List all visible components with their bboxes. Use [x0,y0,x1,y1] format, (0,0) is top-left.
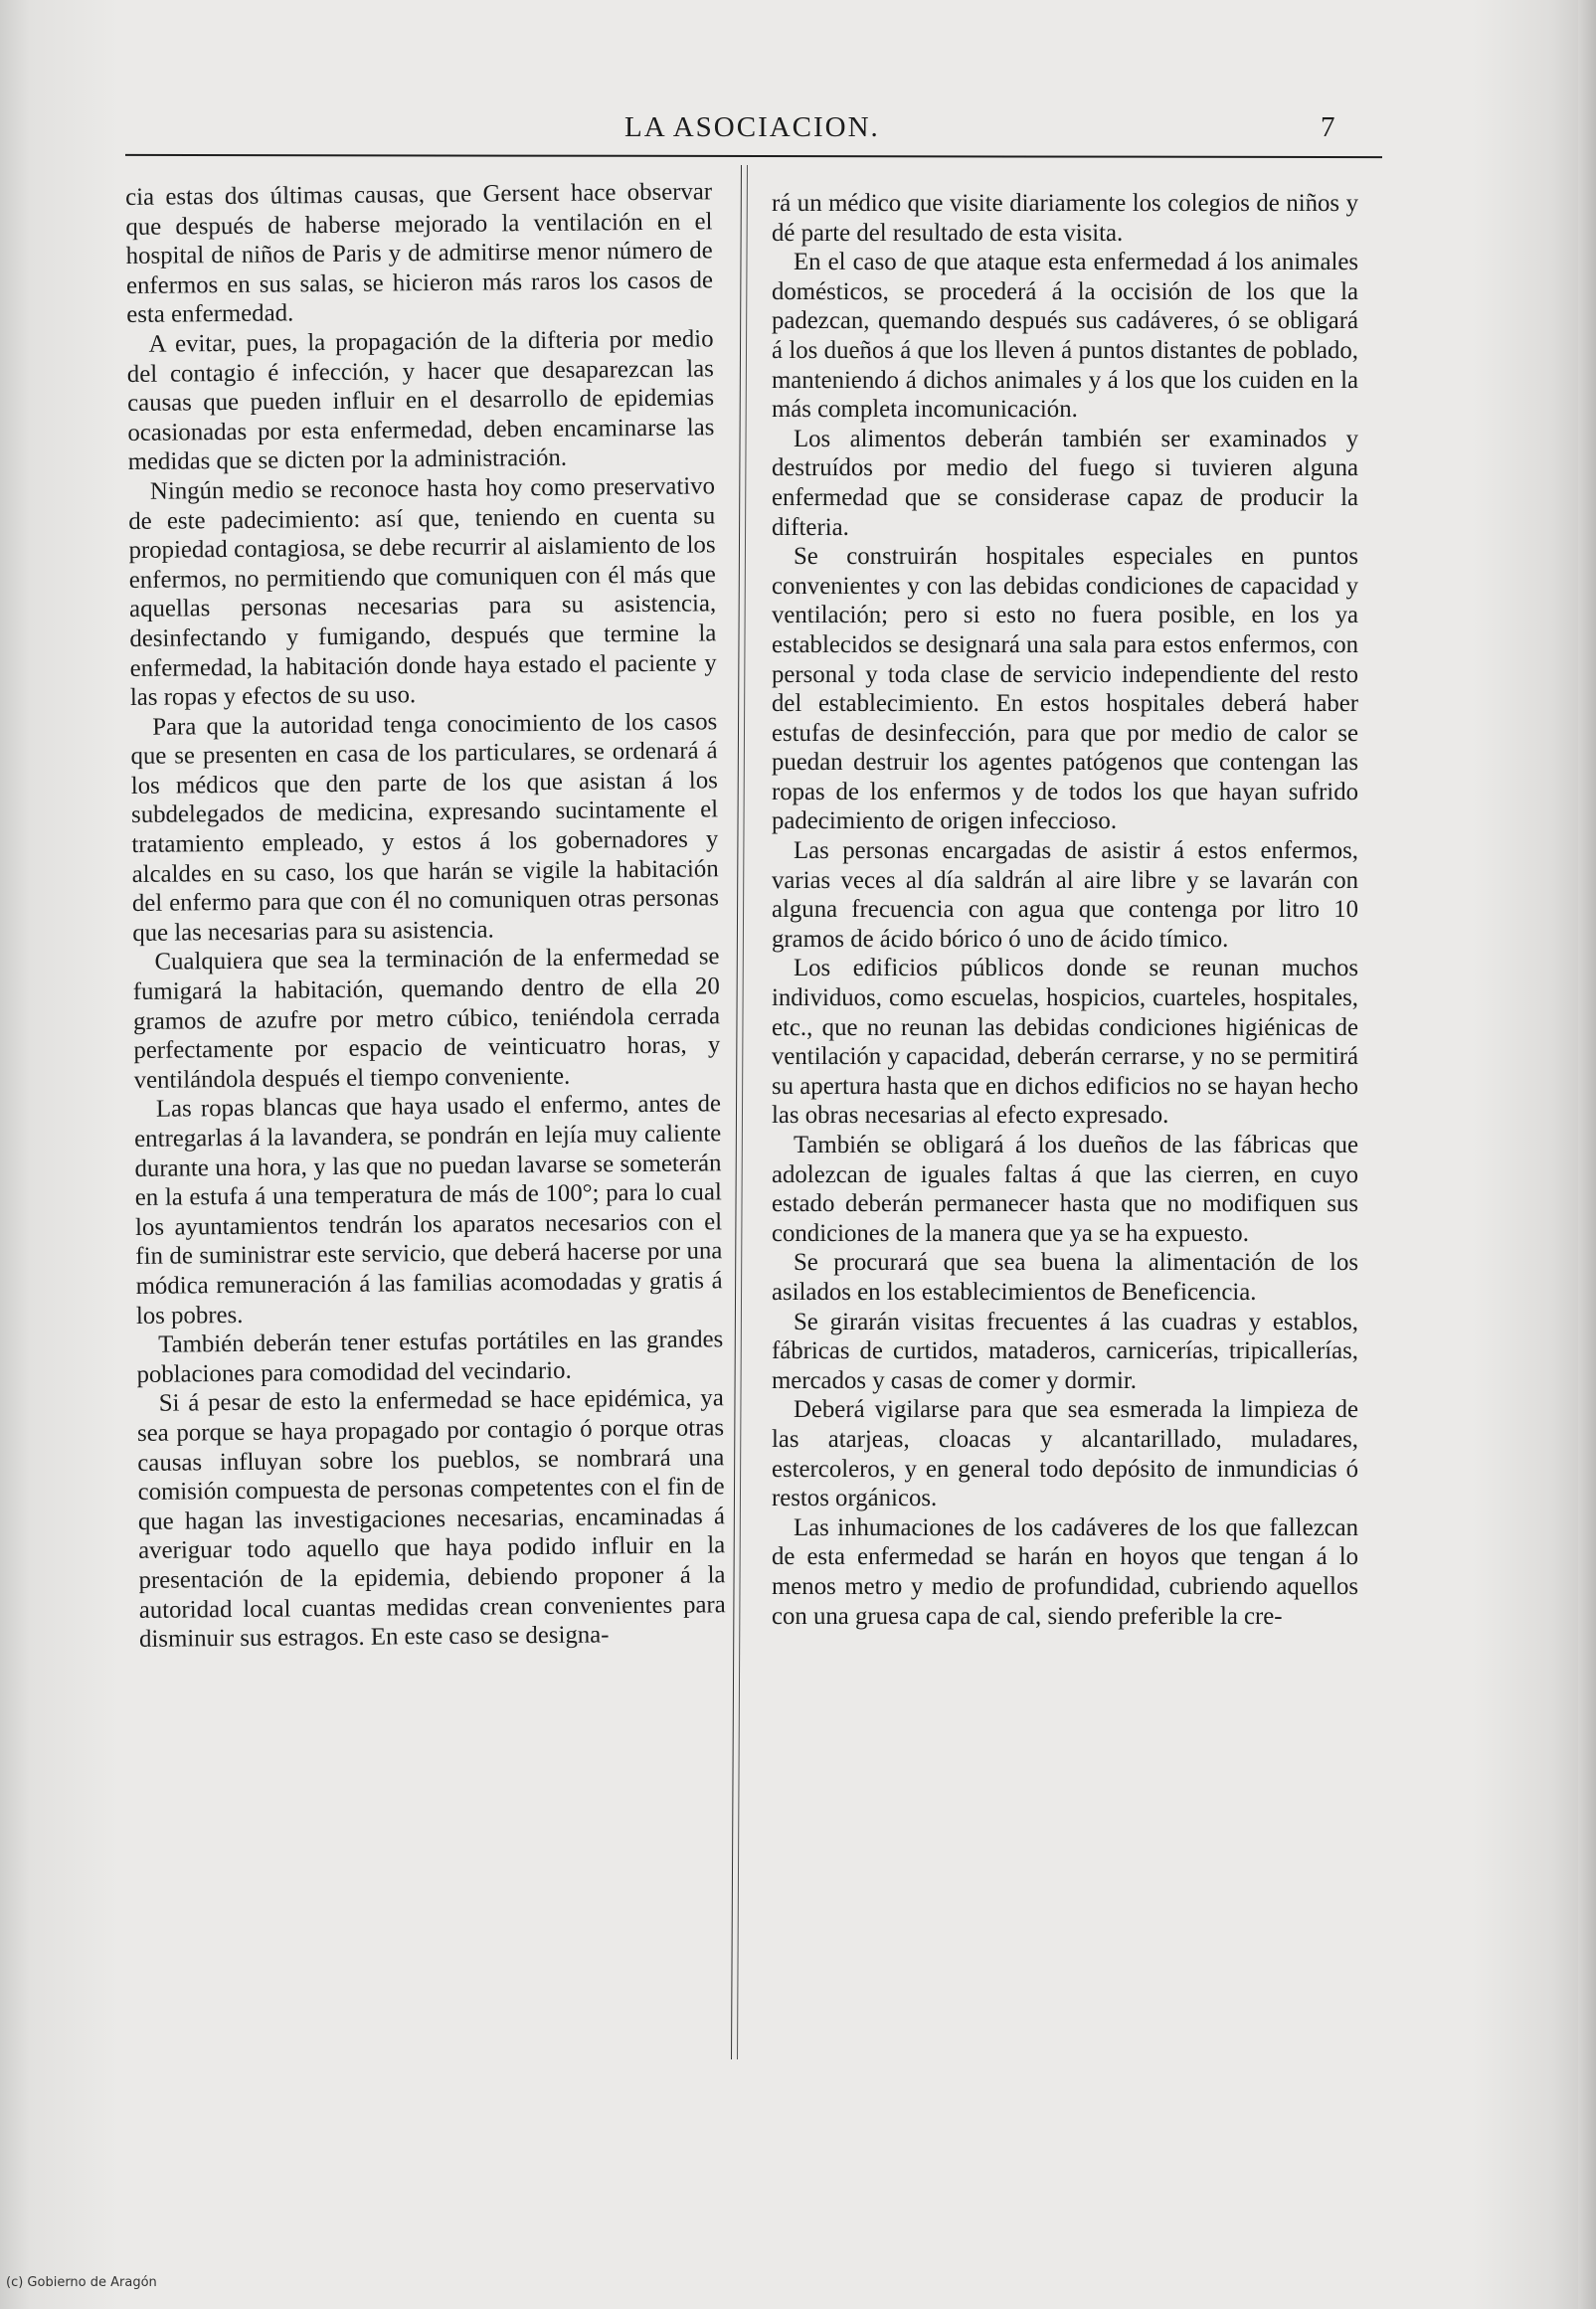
header-rule [125,154,1382,158]
right-column [772,189,1358,2058]
paragraph: Si á pesar de esto la enfermedad se hace epidémica, ya sea porque se haya propagado por contagio ó porque otras causas influyan sobre los pueblos, se nombrará una comisión compuesta de personas competentes con el fin de que hagan las investigaciones necesarias, encaminadas á averiguar todo aquello que haya podido influir en la presentación de la epidemia, debiendo proponer á la autoridad local cuantas medidas crean convenientes para disminuir sus estragos. En este caso se designa- [136,1384,726,1654]
paragraph: Deberá vigilarse para que sea esmerada la limpieza de las atarjeas, cloacas y alcantarillado, muladares, estercoleros, y en general todo depósito de inmundicias ó restos orgánicos. [772,1396,1358,1512]
page-number: 7 [1321,111,1335,143]
paragraph: rá un médico que visite diariamente los colegios de niños y dé parte del resultado de esta visita. [772,190,1358,247]
paragraph: Se girarán visitas frecuentes á las cuadras y establos, fábricas de curtidos, mataderos, carnicerías, tripicallerías, mercados y casas de comer y dormir. [772,1308,1358,1394]
paragraph: Las inhumaciones de los cadáveres de los que fallezcan de esta enfermedad se harán en hoyos que tengan á lo menos metro y medio de profundidad, cubriendo aquellos con una gruesa capa de cal, siendo preferible la cre- [772,1513,1358,1630]
paragraph: Cualquiera que sea la terminación de la enfermedad se fumigará la habitación, quemando dentro de ella 20 gramos de azufre por metro cúbico, teniéndola cerrada perfectamente por espacio de veinticuatro horas, y ventilándola después el tiempo conveniente. [132,943,721,1094]
paragraph: Las personas encargadas de asistir á estos enfermos, varias veces al día saldrán al aire libre y se lavarán con alguna frecuencia con agua que contenga por litro 10 gramos de ácido bórico ó uno de ácido tímico. [772,837,1358,953]
left-column [125,177,730,2052]
page-spine-shadow [1578,0,1596,2309]
paragraph: Se construirán hospitales especiales en puntos convenientes y con las debidas condiciones de capacidad y ventilación; pero si esto no fuera posible, en los ya establecidos se designará una sala para estos enfermos, con personal y toda clase de servicio independiente del resto del establecimiento. En estos hospitales deberá haber estufas de desinfección, para que por medio de calor se puedan destruir los agentes patógenos que contengan las ropas de los enfermos y de todos los que hayan sufrido padecimiento de origen infeccioso. [772,543,1358,835]
paragraph: En el caso de que ataque esta enfermedad á los animales domésticos, se procederá á la occisión de los que la padezcan, quemando después sus cadáveres, ó se obligará á los dueños á que los lleven á puntos distantes de poblado, manteniendo á dichos animales y á los que los cuiden en la más completa incomunicación. [772,249,1358,424]
paragraph: Ningún medio se reconoce hasta hoy como preservativo de este padecimiento: así que, teniendo en cuenta su propiedad contagiosa, se debe recurrir al aislamiento de los enfermos, no permitiendo que comuniquen con él más que aquellas personas necesarias para su asistencia, desinfectando y fumigando, después que termine la enfermedad, la habitación donde haya estado el paciente y las ropas y efectos de su uso. [128,472,717,712]
paragraph: También deberán tener estufas portátiles en las grandes poblaciones para comodidad del vecindario. [136,1326,724,1388]
paragraph: Los edificios públicos donde se reunan muchos individuos, como escuelas, hospicios, cuarteles, hospitales, etc., que no reunan las debidas condiciones higiénicas de ventilación y capacidad, deberán cerrarse, y no se permitirá su apertura hasta que en dichos edificios no se hayan hecho las obras necesarias al efecto expresado. [772,955,1358,1130]
copyright-credit: (c) Gobierno de Aragón [6,2275,157,2290]
column-divider [731,165,742,2059]
paragraph: Las ropas blancas que haya usado el enfermo, antes de entregarlas á la lavandera, se pondrán en lejía muy caliente durante una hora, y las que no puedan lavarse se someterán en la estufa á una temperatura de más de 100°; para lo cual los ayuntamientos tendrán los aparatos necesarios con el fin de suministrar este servicio, que deberá hacerse por una módica remuneración á las familias acomodadas y gratis á los pobres. [134,1090,723,1330]
paragraph: cia estas dos últimas causas, que Gersent hace observar que después de haberse mejorado la ventilación en el hospital de niños de Paris y de admitirse menor número de enfermos en sus salas, se hicieron más raros los casos de esta enfermedad. [125,178,714,329]
paragraph: Los alimentos deberán también ser examinados y destruídos por medio del fuego si tuvieren alguna enfermedad que se considerase capaz de producir la difteria. [772,425,1358,541]
running-head: LA ASOCIACION. [624,111,880,143]
paragraph: A evitar, pues, la propagación de la difteria por medio del contagio é infección, y hacer que desaparezcan las causas que pueden influir en el desarrollo de epidemias ocasionadas por esta enfermedad, deben encaminarse las medidas que se dicten por la administración. [126,325,715,476]
paragraph: También se obligará á los dueños de las fábricas que adolezcan de iguales faltas á que las cierren, en cuyo estado deberán permanecer hasta que no modifiquen sus condiciones de la manera que ya se ha expuesto. [772,1132,1358,1247]
paragraph: Se procurará que sea buena la alimentación de los asilados en los establecimientos de Beneficencia. [772,1249,1358,1306]
paragraph: Para que la autoridad tenga conocimiento de los casos que se presenten en casa de los particulares, se ordenará á los médicos que den parte de los que asistan á los subdelegados de medicina, expresando sucintamente el tratamiento empleado, y estos á los gobernadores y alcaldes en su caso, los que harán se vigile la habitación del enfermo para que con él no comuniquen otras personas que las necesarias para su asistencia. [130,707,720,947]
